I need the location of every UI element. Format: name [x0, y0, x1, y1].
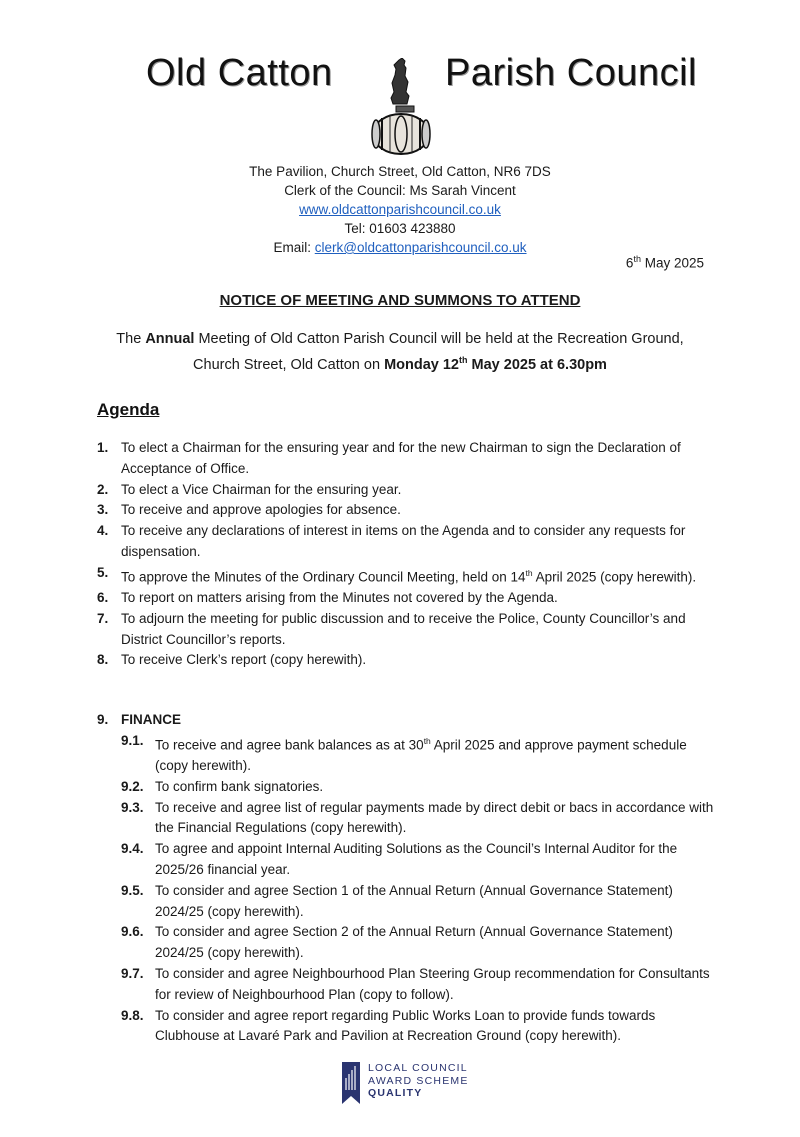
agenda-heading: Agenda [97, 400, 160, 419]
council-name-left: Old Catton [146, 52, 333, 94]
agenda-item: 7. To adjourn the meeting for public discussion and to receive the Police, County Councillor’s and District Councillor’s reports. [97, 610, 686, 647]
finance-item: 9.1. To receive and agree bank balances as at 30th April 2025 and approve payment schedule (copy herewith). [121, 732, 687, 774]
council-name-right: Parish Council [445, 52, 697, 94]
clerk-name: Clerk of the Council: Ms Sarah Vincent [284, 183, 516, 198]
contact-block [0, 162, 800, 257]
agenda-item: 1. To elect a Chairman for the ensuring year and for the new Chairman to sign the Declaration of Acceptance of Office. [97, 440, 681, 476]
finance-item: 9.6. To consider and agree Section 2 of the Annual Return (Annual Governance Statement) 2024/25 (copy herewith). [121, 924, 673, 961]
finance-item: 9.5. To consider and agree Section 1 of the Annual Return (Annual Governance Statement) 2024/25 (copy herewith). [121, 882, 673, 919]
agenda-item: 5. To approve the Minutes of the Ordinary Council Meeting, held on 14th April 2025 (copy herewith). [97, 564, 697, 585]
finance-item: 9.2. To confirm bank signatories. [121, 778, 324, 794]
agenda-item: 2. To elect a Vice Chairman for the ensuring year. [97, 481, 402, 497]
award-scheme-badge [340, 1060, 500, 1108]
finance-section [97, 710, 717, 1047]
email-link[interactable]: clerk@oldcattonparishcouncil.co.uk [314, 240, 527, 255]
agenda-item: 8. To receive Clerk’s report (copy herewith). [97, 652, 367, 668]
email-label: Email: [273, 240, 311, 255]
notice-title: NOTICE OF MEETING AND SUMMONS TO ATTEND [219, 292, 581, 309]
agenda-item: 4. To receive any declarations of interest in items on the Agenda and to consider any requests for dispensation. [97, 523, 686, 559]
statue-on-barrel-logo-icon [366, 58, 436, 158]
meeting-intro: The Annual Meeting of Old Catton Parish Council will be held at the Recreation Ground, Church Street, Old Catton on Monday 12th May 2025 at 6.30pm [116, 331, 684, 373]
finance-item: 9.4. To agree and appoint Internal Auditing Solutions as the Council’s Internal Auditor for the 2025/26 financial year. [121, 841, 678, 878]
agenda-item: 6. To report on matters arising from the Minutes not covered by the Agenda. [97, 590, 558, 606]
finance-item: 9.8. To consider and agree report regarding Public Works Loan to provide funds towards Clubhouse at Lavaré Park and Pavilion at Recreation Ground (copy herewith). [121, 1007, 656, 1044]
award-bookmark-icon [340, 1060, 362, 1106]
telephone: Tel: 01603 423880 [344, 221, 456, 236]
finance-item: 9.7. To consider and agree Neighbourhood Plan Steering Group recommendation for Consultants for review of Neighbourhood Plan (copy to follow). [121, 966, 710, 1002]
agenda-list [97, 438, 717, 671]
award-text: LOCAL COUNCIL AWARD SCHEME QUALITY [368, 1062, 469, 1099]
finance-heading: 9. FINANCE [97, 712, 181, 727]
website-link[interactable]: www.oldcattonparishcouncil.co.uk [299, 202, 501, 217]
address: The Pavilion, Church Street, Old Catton, NR6 7DS [249, 164, 551, 179]
finance-item: 9.3. To receive and agree list of regular payments made by direct debit or bacs in accordance with the Financial Regulations (copy herewith). [121, 799, 714, 836]
letter-date: 6th May 2025 [625, 254, 704, 271]
agenda-item: 3. To receive and approve apologies for absence. [97, 502, 401, 518]
